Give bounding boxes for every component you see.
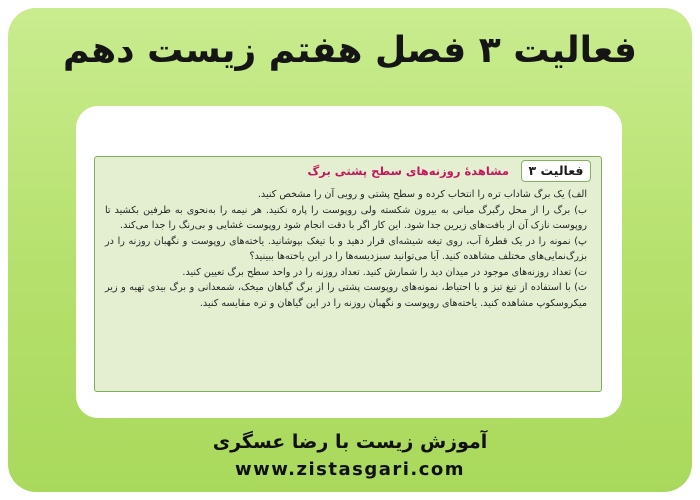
activity-paragraph-te: ت) تعداد روزنه‌های موجود در میدان دید را شمارش کنید. تعداد روزنه را در واحد سطح برگ تعیین کنید. [182, 266, 587, 278]
page-title: فعالیت ۳ فصل هفتم زیست دهم [62, 30, 637, 71]
activity-paragraph-se: ث) با استفاده از تیغ تیز و با احتیاط، نمونه‌های روپوست پشتی را از برگ گیاهان میخک، شمعدانی و برگ بیدی تهیه و زیر میکروسکوپ مشاهده کنید. یاخته‌های روپوست و نگهبان روزنه را در این گیاهان و تره مقایسه کنید. [105, 282, 587, 309]
activity-paragraph-pe: پ) نمونه را در یک قطرهٔ آب، روی تیغه شیشه‌ای قرار دهید و با تیغک بپوشانید. یاخته‌های روپوست و نگهبان روزنه را در بزرگ‌نمایی‌های مختلف مشاهده کنید. آیا می‌توانید سبزدیسه‌ها را در این یاخته‌ها ببینید؟ [105, 235, 587, 262]
activity-paragraph-be: ب) برگ را از محل رگبرگ میانی به بیرون شکسته ولی روپوست را پاره نکنید. هر نیمه را به‌نحوی به طرفین بکشید تا روپوست نازک آن از بافت‌های زیرین جدا شود. این کار اگر با دقت انجام شود روپوست غشایی و بی‌رنگ را جدا می‌کند. [105, 204, 587, 231]
activity-panel [94, 156, 602, 392]
activity-badge: فعالیت ۳ [521, 160, 591, 182]
footer-subject: آموزش زیست با رضا عسگری [212, 431, 488, 453]
activity-body [105, 187, 587, 311]
activity-paragraph-alef: الف) یک برگ شاداب تره را انتخاب کرده و سطح پشتی و رویی آن را مشخص کنید. [257, 189, 587, 200]
footer-website-link[interactable]: www.zistasgari.com [234, 459, 466, 480]
activity-heading: مشاهدهٔ روزنه‌های سطح پشتی برگ [307, 164, 509, 178]
